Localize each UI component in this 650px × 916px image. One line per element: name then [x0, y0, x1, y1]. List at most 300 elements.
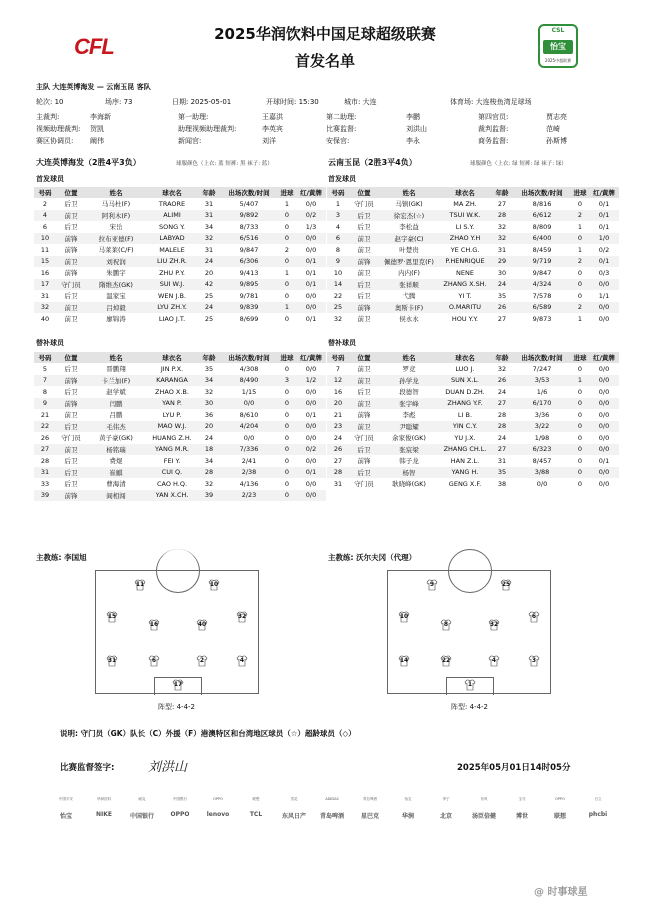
player-cell: 0/0 [296, 421, 326, 433]
shirt-number: 16 [149, 621, 159, 628]
player-cell: 9/847 [239, 245, 259, 254]
player-cell: 24 [497, 433, 507, 442]
player-cell: 20 [204, 268, 214, 277]
player-shirt-icon [500, 579, 512, 591]
sponsor-logo: 中国平安 [59, 797, 73, 801]
player-cell: 晋鹏翔 [106, 365, 126, 374]
player-cell: 张祥顺 [379, 279, 439, 291]
player-cell: 守门员 [354, 480, 374, 489]
player-cell: 24 [497, 387, 507, 396]
player-row [34, 455, 326, 467]
player-cell: 0/1 [296, 279, 326, 291]
player-cell: 朱鹏宇 [106, 269, 126, 278]
player-cell: 16 [333, 387, 343, 396]
player-cell: 赵宇豪(C) [379, 233, 439, 245]
player-cell: 后卫 [349, 467, 379, 479]
official-name: 刘洋 [262, 137, 276, 145]
player-cell: 31 [497, 456, 507, 465]
player-cell: 0/1 [598, 222, 610, 231]
player-cell: LABYAD [146, 233, 198, 245]
player-cell: 0/1 [598, 456, 610, 465]
player-cell: 6 [42, 222, 48, 231]
player-cell: 39 [198, 490, 220, 502]
official-label: 赛区协调员: [36, 137, 74, 145]
column-header: 姓名 [86, 187, 146, 198]
player-cell: 0/1 [296, 256, 326, 268]
player-cell: 32 [497, 364, 507, 373]
player-cell: SUN X.L. [439, 375, 491, 387]
player-shirt-icon [148, 619, 160, 631]
player-cell: 0/0 [589, 444, 619, 456]
home-team-name: 大连英博海发（2胜4平3负） [36, 158, 141, 167]
player-cell: 黄子豪(GK) [99, 434, 133, 443]
player-cell: 4/308 [239, 364, 259, 373]
player-cell: 叶楚贵 [399, 246, 419, 255]
column-header: 年龄 [198, 187, 220, 198]
player-cell: 孙学龙 [379, 375, 439, 387]
player-row [327, 221, 619, 233]
player-cell: ZHAO X.B. [155, 387, 189, 396]
match-venue: 体育场: 大连梭鱼湾足球场 [450, 98, 532, 106]
home-starting-table [34, 187, 326, 325]
player-cell: 0/0 [305, 245, 317, 254]
player-row [34, 375, 326, 387]
player-cell: 0 [577, 456, 583, 465]
player-cell: 6/516 [220, 233, 278, 245]
player-cell: 0/0 [305, 456, 317, 465]
player-cell: 1 [284, 268, 290, 277]
player-cell: 0 [284, 479, 290, 488]
player-cell: 18 [198, 444, 220, 456]
player-cell: ZHANG X.SH. [439, 279, 491, 291]
player-shirt-icon [208, 579, 220, 591]
player-cell: 24 [333, 433, 343, 442]
sponsor-logo: NIKE [95, 811, 112, 818]
player-cell: LIU ZH.R. [146, 256, 198, 268]
player-cell: 前锋 [56, 233, 86, 245]
player-cell: 6/612 [513, 210, 571, 222]
player-cell: 3 [278, 375, 296, 387]
player-cell: 17 [34, 279, 56, 291]
player-cell: 32 [204, 387, 214, 396]
player-cell: 杨智 [379, 467, 439, 479]
player-cell: YAN P. [146, 398, 198, 410]
sponsor-logo: 怡宝 [59, 813, 72, 820]
player-row [327, 210, 619, 222]
column-header: 球衣名 [439, 352, 491, 363]
sponsor-logo: 青岛啤酒 [363, 797, 377, 801]
away-starting-table [327, 187, 619, 325]
player-cell: 0 [284, 433, 290, 442]
shirt-number: 6 [151, 657, 157, 664]
shirt-number: 4 [491, 657, 497, 664]
player-row [34, 302, 326, 314]
player-cell: 后卫 [64, 457, 78, 466]
player-cell: 0/1 [305, 410, 317, 419]
player-cell: 0 [284, 410, 290, 419]
player-cell: SONG Y. [159, 222, 185, 231]
sponsor-logo: 宝马 [518, 797, 526, 801]
player-cell: 崔麒 [86, 467, 146, 479]
player-cell: 前锋 [349, 256, 379, 268]
column-header: 出场次数/时间 [513, 352, 571, 363]
player-shirt-icon [196, 619, 208, 631]
player-cell: 42 [198, 279, 220, 291]
player-cell: 32 [204, 479, 214, 488]
player-cell: 温家宝 [106, 292, 126, 301]
player-row [34, 244, 326, 256]
player-cell: 8/816 [532, 199, 552, 208]
away-subs-label: 替补球员 [328, 339, 356, 347]
player-row [327, 421, 619, 433]
player-cell: 1 [577, 245, 583, 254]
player-cell: 奥斯卡(F) [379, 302, 439, 314]
match-city: 城市: 大连 [344, 98, 377, 106]
player-cell: 前卫 [349, 398, 379, 410]
player-cell: 0/0 [296, 490, 326, 502]
player-row [34, 313, 326, 325]
player-cell: 0/0 [536, 479, 548, 488]
column-header: 出场次数/时间 [513, 187, 571, 198]
player-cell: 前卫 [64, 411, 78, 420]
player-cell: DUAN D.ZH. [445, 387, 485, 396]
player-row [327, 256, 619, 268]
sponsor-logo: 星巴克 [360, 813, 379, 820]
player-cell: 后卫 [64, 292, 78, 301]
player-row [34, 221, 326, 233]
player-cell: 6 [327, 233, 349, 245]
column-header: 进球 [571, 187, 589, 198]
official-label: 安保官: [326, 137, 350, 145]
player-cell: 5 [42, 364, 48, 373]
player-cell: 0/3 [598, 268, 610, 277]
player-cell: 8 [335, 245, 341, 254]
player-cell: 0 [577, 364, 583, 373]
player-shirt-icon [398, 611, 410, 623]
player-cell: 8/459 [532, 245, 552, 254]
player-cell: 32 [198, 233, 220, 245]
player-row [34, 210, 326, 222]
player-cell: 7/578 [532, 291, 552, 300]
player-cell: 16 [40, 268, 50, 277]
player-cell: CAO H.Q. [156, 479, 188, 488]
player-cell: 38 [497, 479, 507, 488]
away-starting-label: 首发球员 [328, 175, 356, 183]
player-cell: ZHANG CH.L. [439, 444, 491, 456]
player-cell: 后卫 [56, 421, 86, 433]
page-subtitle: 首发名单 [294, 52, 355, 70]
player-cell: 前卫 [56, 444, 86, 456]
sponsor-logo: 青岛啤酒 [319, 813, 344, 820]
player-cell: MALELE [159, 245, 185, 254]
player-cell: 3 [327, 210, 349, 222]
player-cell: 0 [571, 421, 589, 433]
official-label: 视频助理裁判: [36, 125, 81, 133]
player-cell: 0/0 [220, 398, 278, 410]
official-name: 李鹏 [406, 113, 420, 121]
player-cell: 前卫 [357, 365, 371, 374]
player-cell: 4/204 [220, 421, 278, 433]
player-row [34, 256, 326, 268]
player-shirt-icon [488, 655, 500, 667]
player-cell: 24 [204, 433, 214, 442]
player-cell: 8 [42, 387, 48, 396]
player-cell: 26 [327, 444, 349, 456]
player-cell: 25 [327, 302, 349, 314]
player-shirt-icon [488, 619, 500, 631]
player-cell: 6/589 [513, 302, 571, 314]
sponsor-logo: OPPO [170, 811, 190, 818]
logo-caption: 2025中超联赛 [544, 58, 572, 63]
player-cell: 29 [491, 256, 513, 268]
player-cell: 11 [40, 245, 50, 254]
player-cell: 后卫 [349, 279, 379, 291]
player-cell: 7/336 [220, 444, 278, 456]
player-cell: 0 [577, 433, 583, 442]
player-cell: MA ZH. [453, 199, 477, 208]
player-cell: 9/839 [220, 302, 278, 314]
player-cell: 前锋 [64, 269, 78, 278]
player-row [327, 444, 619, 456]
column-header: 进球 [278, 352, 296, 363]
player-cell: 曹海清 [106, 480, 126, 489]
player-row [327, 198, 619, 210]
player-cell: 前锋 [56, 398, 86, 410]
player-cell: 0/0 [598, 314, 610, 323]
official-name: 孙斯博 [546, 137, 567, 145]
player-cell: 8/457 [532, 456, 552, 465]
sponsor-logo: 中国银行 [129, 813, 154, 820]
home-kit-colors: 球服颜色（上衣: 蓝 短裤: 黑 袜子: 蓝） [176, 161, 273, 167]
player-row [327, 233, 619, 245]
player-cell: 马镇(GK) [395, 200, 423, 209]
player-cell: YAN X.CH. [146, 490, 198, 502]
player-cell: 9/873 [532, 314, 552, 323]
official-name: 范崎 [546, 125, 560, 133]
player-cell: WEN J.B. [158, 291, 186, 300]
player-cell: 27 [34, 444, 56, 456]
player-cell: 张宇峰 [379, 398, 439, 410]
column-header: 年龄 [198, 352, 220, 363]
yibao-logo-text: 怡宝 [550, 42, 566, 51]
player-cell: 20 [198, 421, 220, 433]
player-row [34, 421, 326, 433]
official-label: 第一助理: [178, 113, 209, 121]
player-cell: 9/413 [239, 268, 259, 277]
player-row [327, 398, 619, 410]
player-cell: ALIMI [146, 210, 198, 222]
player-cell: 36 [204, 410, 214, 419]
player-cell: YI T. [458, 291, 472, 300]
player-cell: 0/0 [598, 410, 610, 419]
player-cell: 2 [571, 256, 589, 268]
player-row [34, 198, 326, 210]
player-shirt-icon [148, 655, 160, 667]
player-cell: 0/1 [305, 314, 317, 323]
sponsor-logo: 中国银行 [173, 797, 187, 801]
player-cell: 4 [34, 210, 56, 222]
player-cell: TSUI W.K. [439, 210, 491, 222]
player-cell: 0 [278, 490, 296, 502]
player-cell: 李彪 [402, 411, 416, 420]
player-cell: 0 [278, 233, 296, 245]
player-cell: 2 [571, 210, 589, 222]
shirt-number: 6 [531, 613, 537, 620]
shirt-number: 10 [209, 581, 219, 588]
sponsor-logo: 北京 [439, 813, 452, 820]
player-cell: 27 [333, 456, 343, 465]
player-cell: 3/22 [513, 421, 571, 433]
player-cell: LI S.Y. [455, 222, 475, 231]
player-cell: 9 [327, 256, 349, 268]
sponsor-logo: ADIDAS [325, 797, 339, 801]
player-row [327, 386, 619, 398]
player-cell: 守门员 [354, 200, 374, 209]
player-cell: 0/2 [296, 444, 326, 456]
player-cell: 0/1 [589, 256, 619, 268]
shirt-number: 32 [489, 621, 499, 628]
player-cell: 9/895 [220, 279, 278, 291]
player-shirt-icon [398, 655, 410, 667]
column-header: 年龄 [491, 187, 513, 198]
player-cell: 39 [34, 490, 56, 502]
shirt-number: 25 [501, 581, 511, 588]
player-row [34, 290, 326, 302]
player-cell: 20 [327, 398, 349, 410]
player-shirt-icon [134, 579, 146, 591]
column-header: 红/黄牌 [589, 352, 619, 363]
player-cell: HAN Z.L. [450, 456, 480, 465]
player-cell: 28 [491, 421, 513, 433]
player-cell: 宋岳 [109, 223, 123, 232]
player-row [327, 302, 619, 314]
player-row [327, 375, 619, 387]
player-shirt-icon [172, 679, 184, 691]
player-shirt-icon [440, 655, 452, 667]
player-cell: 段德智 [399, 388, 419, 397]
player-cell: 28 [327, 467, 349, 479]
player-shirt-icon [106, 655, 118, 667]
player-cell: 1/98 [534, 433, 550, 442]
player-cell: 0 [577, 291, 583, 300]
official-name: 李永 [406, 137, 420, 145]
player-shirt-icon [236, 611, 248, 623]
player-cell: 0/0 [296, 233, 326, 245]
match-number: 场序: 73 [105, 98, 133, 106]
match-teams: 主队 大连英博海发 — 云南玉昆 客队 [36, 83, 151, 91]
player-cell: 前卫 [357, 246, 371, 255]
away-team-name: 云南玉昆（2胜3平4负） [328, 158, 417, 167]
away-kit-colors: 球服颜色（上衣: 绿 短裤: 绿 袜子: 绿） [470, 161, 567, 167]
player-cell: 12 [327, 375, 349, 387]
player-row [34, 444, 326, 456]
player-cell: 0 [284, 387, 290, 396]
player-cell: 前锋 [349, 302, 379, 314]
player-cell: 尹聪耀 [379, 421, 439, 433]
player-cell: 后卫 [349, 444, 379, 456]
player-cell: 后卫 [357, 223, 371, 232]
player-cell: 6/323 [513, 444, 571, 456]
player-cell: 8/809 [532, 222, 552, 231]
player-cell: 3/53 [513, 375, 571, 387]
player-cell: 0/0 [589, 279, 619, 291]
player-cell: 1/15 [241, 387, 257, 396]
player-row [34, 279, 326, 291]
player-cell: 7/247 [532, 364, 552, 373]
player-cell: 1/6 [536, 387, 548, 396]
player-cell: 前卫 [349, 375, 379, 387]
player-cell: 0/2 [296, 210, 326, 222]
player-cell: 0/0 [589, 467, 619, 479]
player-cell: 前卫 [56, 256, 86, 268]
column-header: 位置 [349, 352, 379, 363]
player-cell: 0 [577, 268, 583, 277]
player-cell: 25 [204, 314, 214, 323]
player-cell: 1/0 [589, 233, 619, 245]
player-cell: 35 [491, 467, 513, 479]
column-header: 号码 [34, 352, 56, 363]
player-cell: 34 [204, 222, 214, 231]
player-row [327, 244, 619, 256]
sponsor-logo: 日立 [594, 797, 602, 801]
player-cell: 28 [497, 410, 507, 419]
player-cell: 22 [333, 291, 343, 300]
player-cell: 21 [333, 410, 343, 419]
player-cell: 2 [284, 245, 290, 254]
player-cell: 31 [497, 245, 507, 254]
player-row [34, 363, 326, 375]
player-cell: 2 [571, 302, 589, 314]
player-cell: 35 [497, 291, 507, 300]
column-header: 球衣名 [439, 187, 491, 198]
player-cell: 10 [34, 233, 56, 245]
sponsor-logo: phcbi [588, 811, 608, 818]
player-cell: 31 [204, 199, 214, 208]
player-cell: 0/0 [589, 375, 619, 387]
player-cell: HUANG Z.H. [152, 433, 192, 442]
player-cell: 1 [284, 199, 290, 208]
column-header: 位置 [349, 187, 379, 198]
player-row [34, 398, 326, 410]
player-cell: 27 [497, 314, 507, 323]
official-name: 刘洪山 [406, 125, 427, 133]
player-cell: LYU ZH.Y. [146, 302, 198, 314]
player-cell: 0 [278, 444, 296, 456]
player-cell: 0 [577, 387, 583, 396]
player-cell: 后卫 [64, 200, 78, 209]
column-header: 球衣名 [146, 187, 198, 198]
column-header: 红/黄牌 [296, 352, 326, 363]
player-shirt-icon [196, 655, 208, 667]
player-cell: 31 [333, 479, 343, 488]
player-cell: LIAO J.T. [158, 314, 186, 323]
player-cell: 前锋 [64, 246, 78, 255]
player-cell: 2/23 [220, 490, 278, 502]
player-cell: 32 [333, 314, 343, 323]
player-cell: 24 [198, 302, 220, 314]
official-label: 新闻官: [178, 137, 202, 145]
player-cell: 费煜 [109, 457, 123, 466]
player-cell: 0/0 [598, 433, 610, 442]
player-cell: 0 [571, 279, 589, 291]
player-cell: 韩子龙 [399, 457, 419, 466]
player-cell: 前锋 [357, 457, 371, 466]
home-subs-table [34, 352, 326, 501]
player-cell: 8/733 [239, 222, 259, 231]
column-header: 球衣名 [146, 352, 198, 363]
column-header: 姓名 [379, 187, 439, 198]
player-cell: 吕鹏 [109, 411, 123, 420]
